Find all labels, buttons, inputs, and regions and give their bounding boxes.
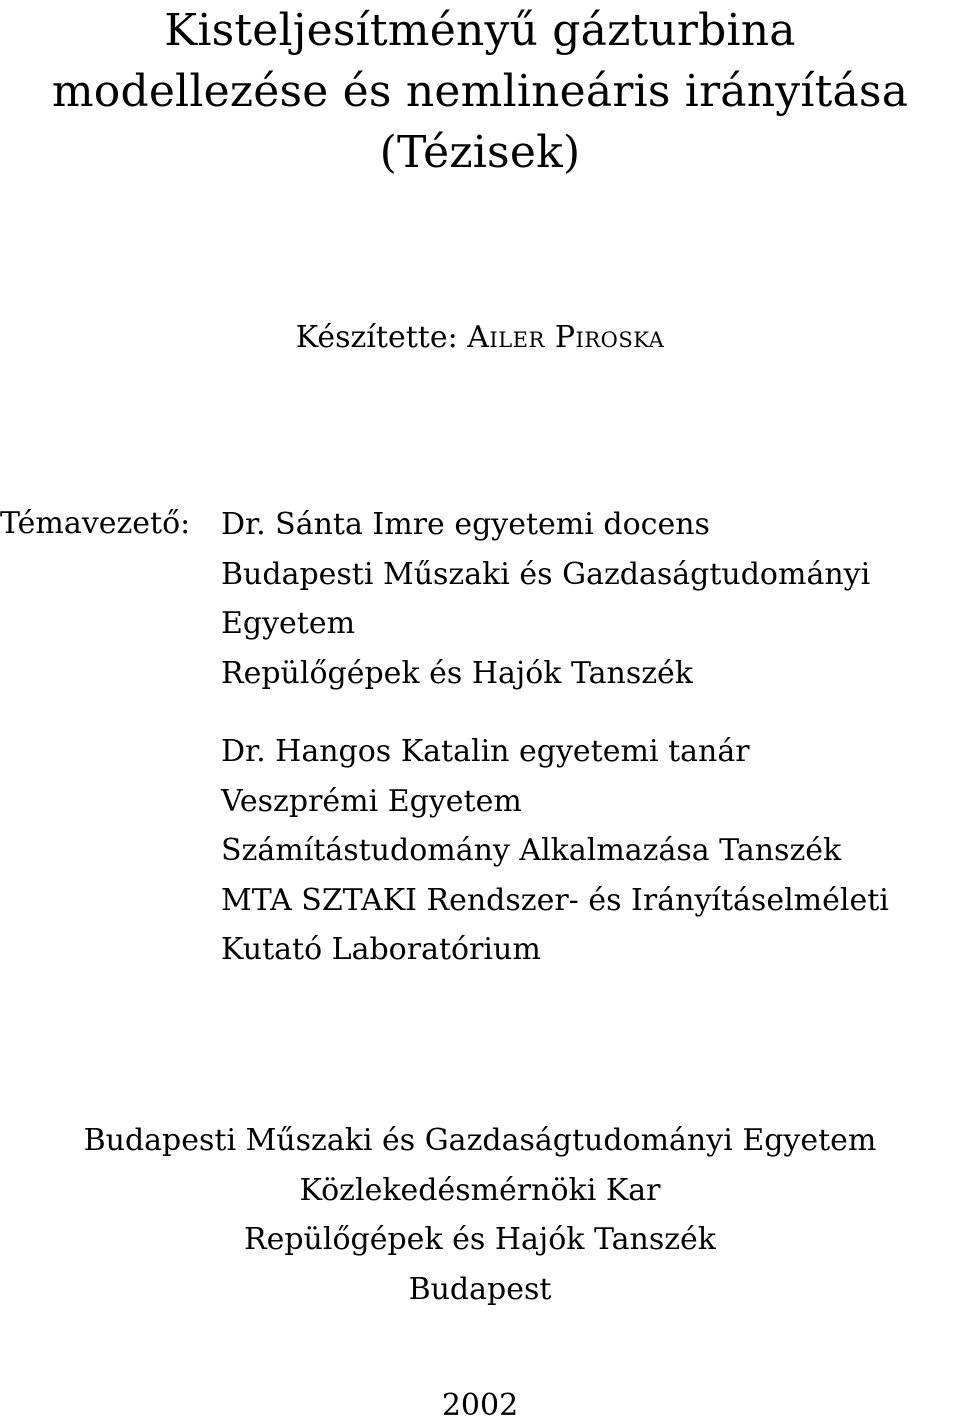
author-line <box>0 316 960 360</box>
institution-department: Repülőgépek és Hajók Tanszék <box>244 1222 716 1257</box>
title-line-1: Kisteljesítményű gázturbina <box>164 5 796 56</box>
advisor-1-affiliation: Budapesti Műszaki és Gazdaságtudományi <box>221 556 871 592</box>
author-label: Készítette: <box>295 320 458 355</box>
advisor-2-lab: MTA SZTAKI Rendszer- és Irányításelméleti <box>221 882 889 918</box>
publication-year: 2002 <box>441 1388 519 1423</box>
institution-university: Budapesti Műszaki és Gazdaságtudományi Egyetem <box>83 1123 877 1158</box>
advisor-2-affiliation: Veszprémi Egyetem <box>221 783 522 819</box>
institution-faculty: Közlekedésmérnöki Kar <box>299 1172 661 1208</box>
advisor-2-department: Számítástudomány Alkalmazása Tanszék <box>221 833 842 868</box>
title-line-3: (Tézisek) <box>379 127 581 178</box>
institution-block <box>0 1116 960 1314</box>
document-title <box>0 0 960 183</box>
advisor-2-name: Dr. Hangos Katalin egyetemi tanár <box>221 734 750 769</box>
advisors-label: Témavezető: <box>0 506 191 541</box>
advisor-block-2 <box>221 727 889 975</box>
institution-city: Budapest <box>408 1271 552 1307</box>
advisor-1-name: Dr. Sánta Imre egyetemi docens <box>221 507 710 542</box>
advisor-2-lab-cont: Kutató Laboratórium <box>221 932 541 967</box>
title-line-2: modellezése és nemlineáris irányítása <box>51 66 909 117</box>
advisor-1-department: Repülőgépek és Hajók Tanszék <box>221 655 693 691</box>
author-name: Ailer Piroska <box>467 320 665 355</box>
advisor-block-1 <box>221 500 870 698</box>
advisor-1-affiliation-cont: Egyetem <box>221 606 356 641</box>
